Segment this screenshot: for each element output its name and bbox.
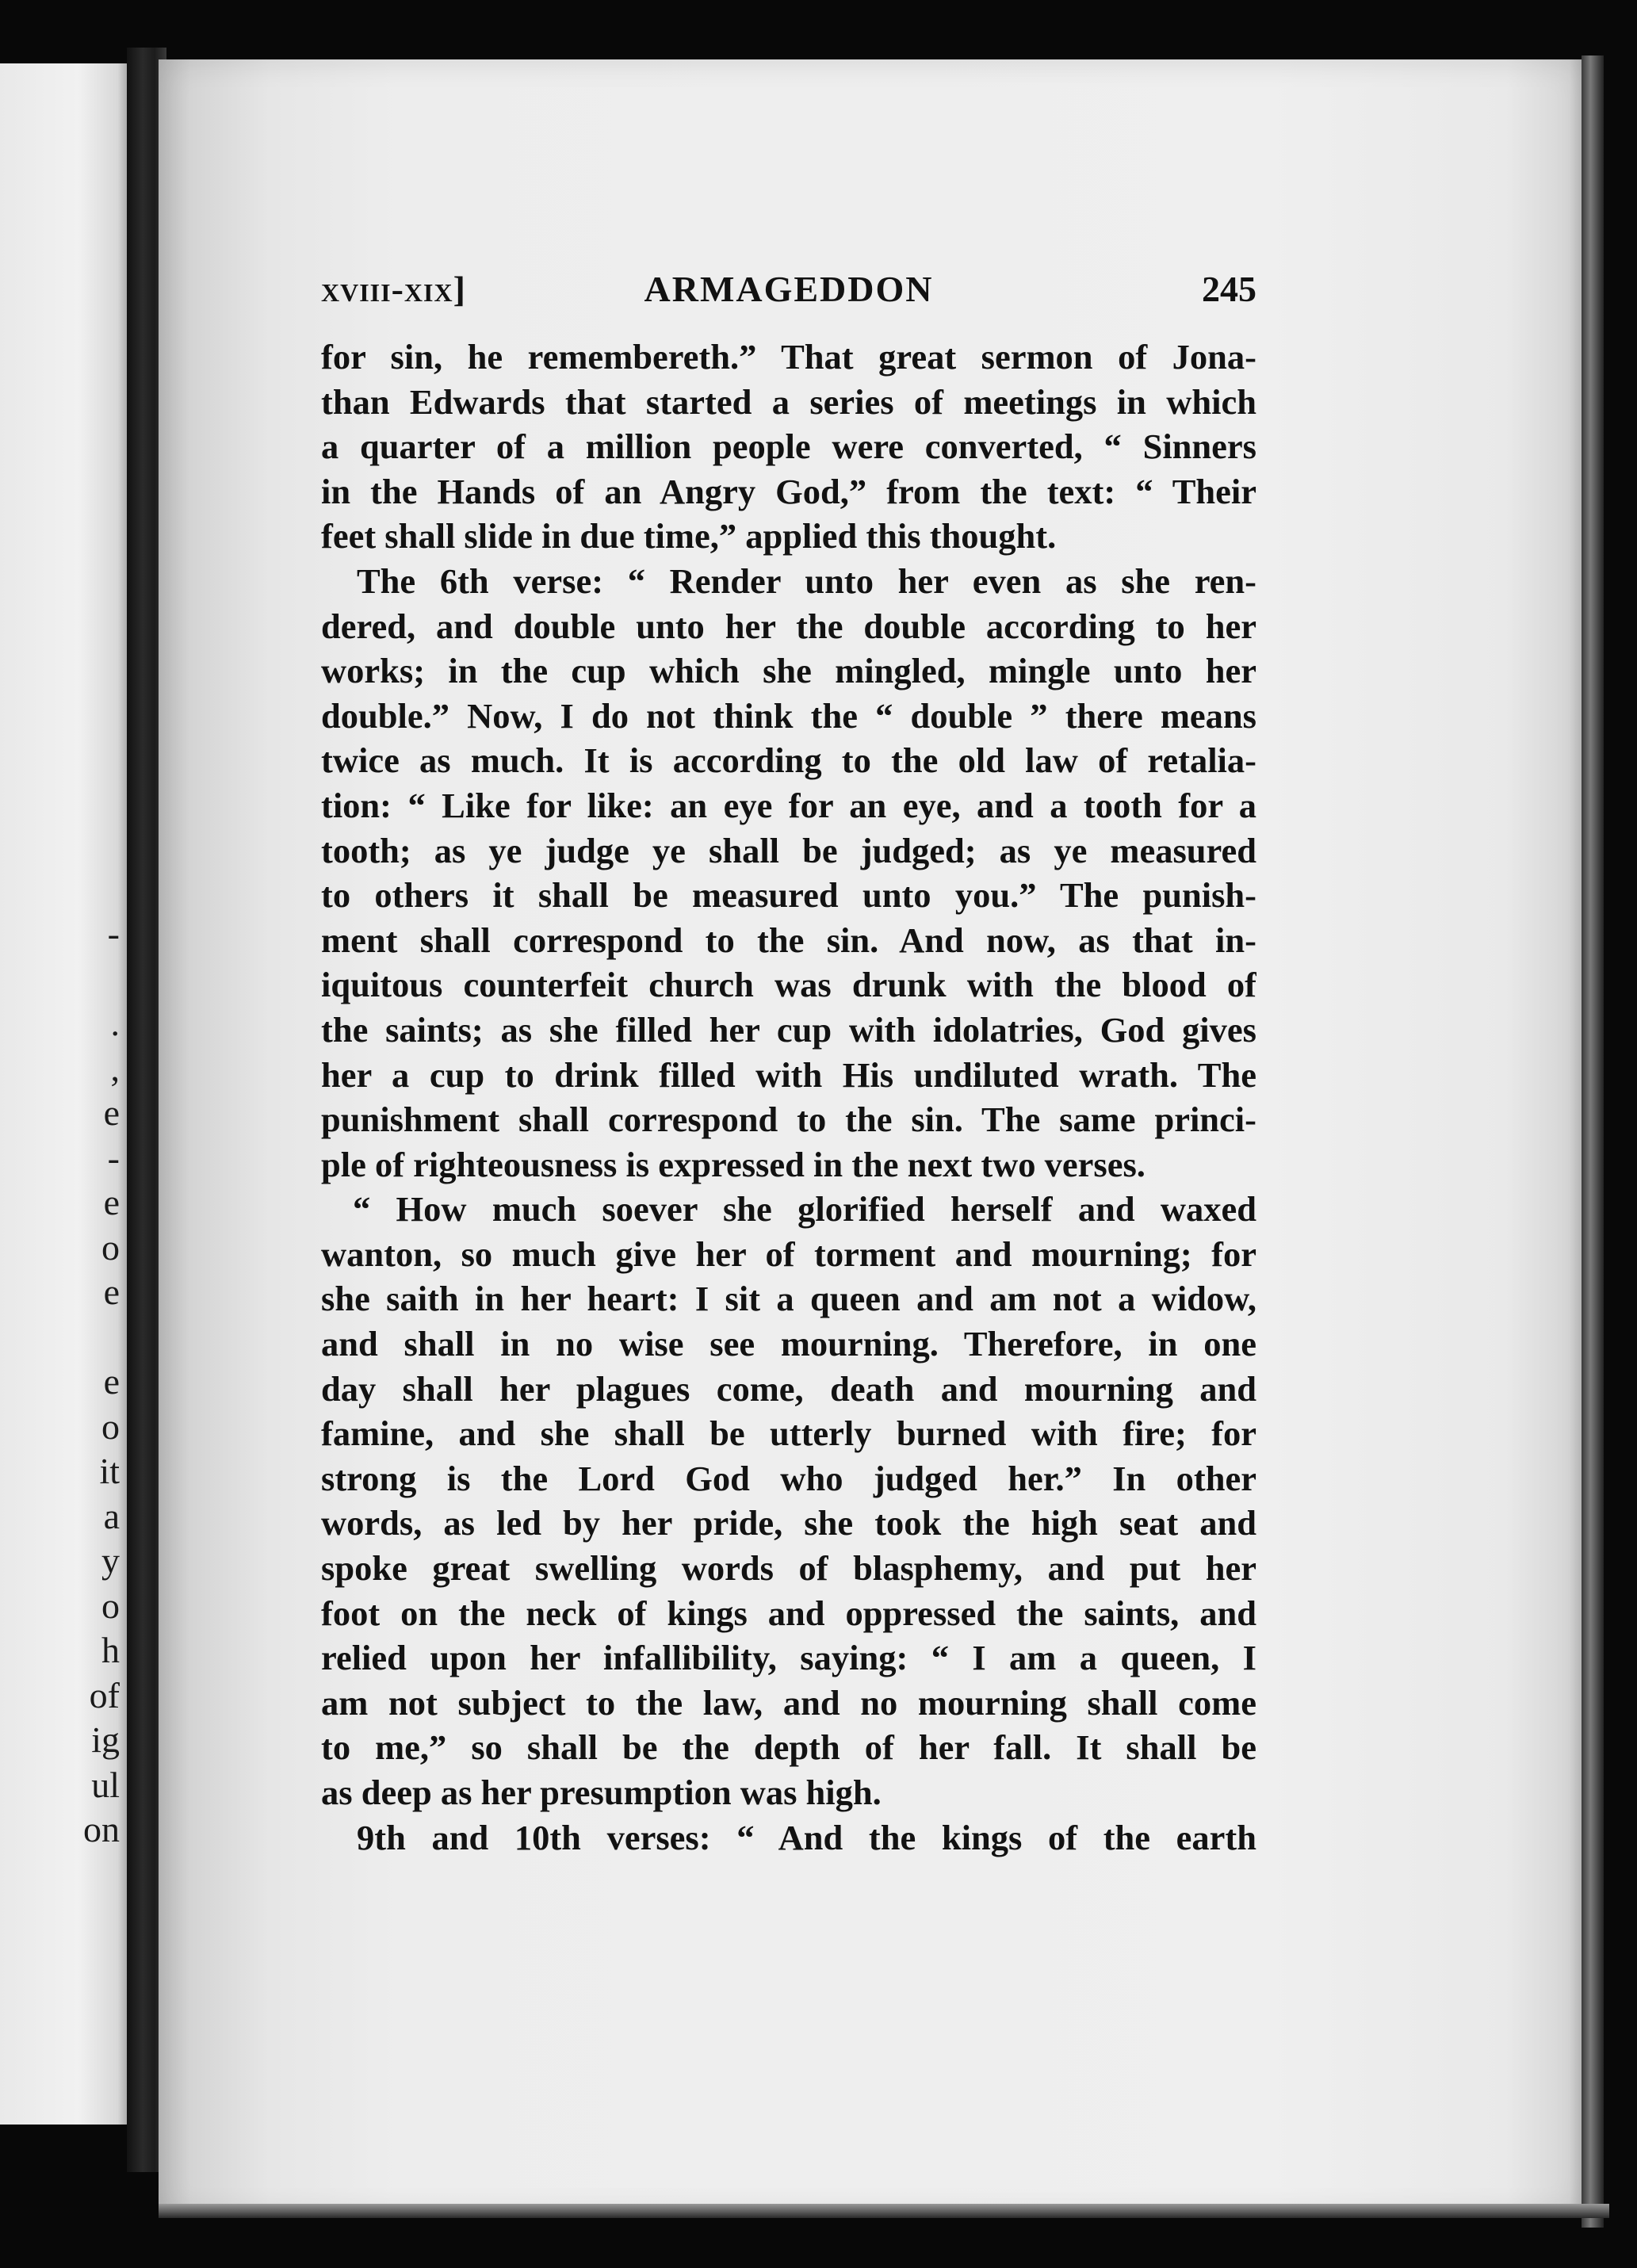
text-line: day shall her plagues come, death and mourning and [321, 1368, 1256, 1409]
text-line: strong is the Lord God who judged her.” In other [321, 1458, 1256, 1498]
left-fragment: y [101, 1540, 120, 1581]
left-fragment [72, 1315, 120, 1360]
body-text [321, 335, 1256, 1860]
left-fragment: of [89, 1674, 120, 1715]
page-text-block [321, 262, 1256, 1860]
chapter-title: ARMAGEDDON [644, 269, 934, 309]
text-line: tooth; as ye judge ye shall be judged; as ye measured [321, 830, 1256, 870]
left-facing-page [0, 63, 131, 2125]
left-fragment: e [103, 1361, 120, 1402]
left-fragment: ul [91, 1764, 120, 1805]
text-line: ple of righteousness is expressed in the next two verses. [321, 1144, 1146, 1184]
text-line: spoke great swelling words of blasphemy, and put her [321, 1548, 1256, 1589]
left-fragment: . [110, 1003, 120, 1043]
left-fragment: o [101, 1585, 120, 1626]
text-line: foot on the neck of kings and oppressed the saints, and [321, 1593, 1256, 1633]
text-line: her a cup to drink filled with His undiluted wrath. The [321, 1054, 1256, 1095]
left-fragment [72, 957, 120, 1002]
text-line: works; in the cup which she mingled, mingle unto her [321, 651, 1256, 691]
text-line: 9th and 10th verses: “ And the kings of the earth [357, 1817, 1256, 1857]
left-fragment: h [101, 1630, 120, 1670]
left-fragment: e [103, 1092, 120, 1133]
text-line: “ How much soever she glorified herself and waxed [353, 1189, 1256, 1230]
text-line: dered, and double unto her the double according to her [321, 606, 1256, 646]
page-right-edge [1582, 55, 1604, 2228]
left-fragment: o [101, 1226, 120, 1268]
left-fragment: , [110, 1047, 120, 1088]
left-fragment: on [83, 1809, 120, 1849]
left-fragment: it [99, 1451, 120, 1491]
text-line: relied upon her infallibility, saying: “ I am a queen, I [321, 1638, 1256, 1678]
left-fragment: e [103, 1182, 120, 1222]
text-line: she saith in her heart: I sit a queen and am not a widow, [321, 1279, 1256, 1319]
text-line: The 6th verse: “ Render unto her even as she ren- [357, 560, 1256, 601]
text-line: to me,” so shall be the depth of her fall. It shall be [321, 1727, 1256, 1768]
page-number: 245 [1202, 269, 1256, 309]
text-line: famine, and she shall be utterly burned with fire; for [321, 1413, 1256, 1454]
text-line: for sin, he remembereth.” That great sermon of Jona- [321, 337, 1256, 377]
text-line: punishment shall correspond to the sin. The same princi- [321, 1100, 1256, 1140]
left-fragment: o [101, 1406, 120, 1447]
text-line: double.” Now, I do not think the “ double ” there means [321, 695, 1256, 736]
left-page-text-fragments [72, 912, 120, 1853]
text-line: and shall in no wise see mourning. Therefore, in one [321, 1324, 1256, 1364]
page-bottom-edge [159, 2204, 1609, 2218]
left-fragment: e [103, 1272, 120, 1312]
text-line: the saints; as she filled her cup with idolatries, God gives [321, 1009, 1256, 1050]
text-line: a quarter of a million people were converted, “ Sinners [321, 426, 1256, 467]
left-fragment: a [103, 1495, 120, 1536]
left-fragment: - [107, 913, 120, 954]
text-line: to others it shall be measured unto you.” The punish- [321, 875, 1256, 916]
text-line: iquitous counterfeit church was drunk with the blood of [321, 965, 1256, 1005]
text-line: am not subject to the law, and no mourning shall come [321, 1682, 1256, 1723]
left-fragment: ig [91, 1719, 120, 1760]
left-fragment: - [107, 1137, 120, 1178]
text-line: feet shall slide in due time,” applied this thought. [321, 516, 1057, 556]
text-line: in the Hands of an Angry God,” from the text: “ Their [321, 471, 1256, 511]
text-line: twice as much. It is according to the old law of retalia- [321, 740, 1256, 781]
text-line: tion: “ Like for like: an eye for an eye, and a tooth for a [321, 785, 1256, 825]
text-line: wanton, so much give her of torment and mourning; for [321, 1233, 1256, 1274]
text-line: than Edwards that started a series of meetings in which [321, 381, 1256, 422]
section-reference: xviii-xix] [321, 269, 466, 309]
running-header [321, 262, 1256, 317]
text-line: as deep as her presumption was high. [321, 1773, 882, 1812]
text-line: words, as led by her pride, she took the high seat and [321, 1503, 1256, 1543]
text-line: ment shall correspond to the sin. And now, as that in- [321, 920, 1256, 960]
